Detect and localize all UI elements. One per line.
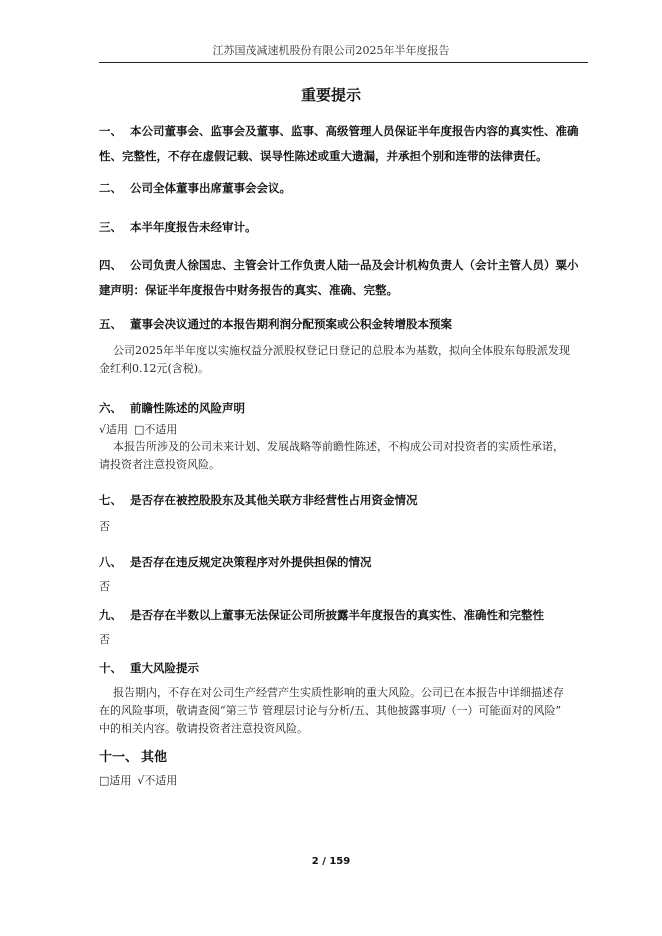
section-10-number: 十、 [99, 661, 122, 675]
section-5-body-line2: 金红利0.12元(含税)。 [99, 362, 210, 375]
section-5-heading [99, 312, 591, 337]
section-7-answer: 否 [99, 520, 110, 533]
section-4-heading [99, 253, 591, 303]
section-8-heading [99, 550, 591, 575]
section-10-body-line2: 在的风险事项，敬请查阅“第三节 管理层讨论与分析/五、其他披露事项/（一）可能面对的风险” [99, 704, 562, 717]
section-4-text-line2: 建声明：保证半年度报告中财务报告的真实、准确、完整。 [99, 283, 398, 297]
section-5-body-line1: 公司2025年半年度以实施权益分派股权登记日登记的总股本为基数，拟向全体股东每股派发现 [113, 344, 570, 357]
section-3-text: 本半年度报告未经审计。 [130, 220, 257, 234]
section-9-number: 九、 [99, 608, 122, 622]
section-10-heading [99, 656, 591, 681]
section-1-heading [99, 119, 591, 169]
section-3-heading [99, 215, 591, 240]
page-number: 2 / 159 [311, 856, 351, 867]
section-6-body [99, 438, 591, 474]
section-8-answer: 否 [99, 580, 110, 593]
section-10-body-line3: 中的相关内容。敬请投资者注意投资风险。 [99, 722, 308, 735]
section-2-text: 公司全体董事出席董事会会议。 [130, 181, 291, 195]
section-1-number: 一、 [99, 124, 122, 138]
section-8-text: 是否存在违反规定决策程序对外提供担保的情况 [130, 555, 372, 569]
section-11-text: 其他 [141, 750, 168, 765]
applicable-option: √适用 [99, 423, 129, 436]
section-6-text: 前瞻性陈述的风险声明 [130, 401, 245, 415]
section-10-body [99, 684, 591, 738]
section-1-text-line2: 性、完整性，不存在虚假记载、误导性陈述或重大遗漏，并承担个别和连带的法律责任。 [99, 149, 548, 163]
section-7-text: 是否存在被控股股东及其他关联方非经营性占用资金情况 [130, 493, 418, 507]
section-2-number: 二、 [99, 181, 122, 195]
section-9-heading [99, 603, 591, 628]
section-4-number: 四、 [99, 258, 122, 272]
page-title: 重要提示 [300, 86, 361, 104]
header-divider [99, 62, 588, 63]
page-header: 江苏国茂减速机股份有限公司2025年半年度报告 [212, 44, 450, 57]
section-10-body-line1: 报告期内，不存在对公司生产经营产生实质性影响的重大风险。公司已在本报告中详细描述存 [113, 686, 564, 699]
section-11-heading [99, 745, 591, 770]
section-6-number: 六、 [99, 401, 122, 415]
not-applicable-option: □不适用 [134, 423, 178, 436]
section-6-body-line2: 请投资者注意投资风险。 [99, 458, 220, 471]
section-10-text: 重大风险提示 [130, 661, 199, 675]
section-2-heading [99, 176, 591, 201]
section-4-text-line1: 公司负责人徐国忠、主管会计工作负责人陆一品及会计机构负责人（会计主管人员）粟小 [130, 258, 579, 272]
section-1-text-line1: 本公司董事会、监事会及董事、监事、高级管理人员保证半年度报告内容的真实性、准确 [130, 124, 579, 138]
section-5-body [99, 342, 591, 378]
section-6-body-line1: 本报告所涉及的公司未来计划、发展战略等前瞻性陈述，不构成公司对投资者的实质性承诺， [113, 440, 564, 453]
section-11-applicability [99, 773, 183, 789]
section-11-number: 十一、 [99, 750, 139, 765]
section-7-number: 七、 [99, 493, 122, 507]
section-6-heading [99, 396, 591, 421]
section-9-text: 是否存在半数以上董事无法保证公司所披露半年度报告的真实性、准确性和完整性 [130, 608, 544, 622]
not-applicable-option: √不适用 [137, 774, 178, 787]
section-5-number: 五、 [99, 317, 122, 331]
section-8-number: 八、 [99, 555, 122, 569]
section-6-applicability [99, 422, 183, 438]
applicable-option: □适用 [99, 774, 132, 787]
section-5-text: 董事会决议通过的本报告期利润分配预案或公积金转增股本预案 [130, 317, 452, 331]
section-9-answer: 否 [99, 633, 110, 646]
section-3-number: 三、 [99, 220, 122, 234]
section-7-heading [99, 488, 591, 513]
